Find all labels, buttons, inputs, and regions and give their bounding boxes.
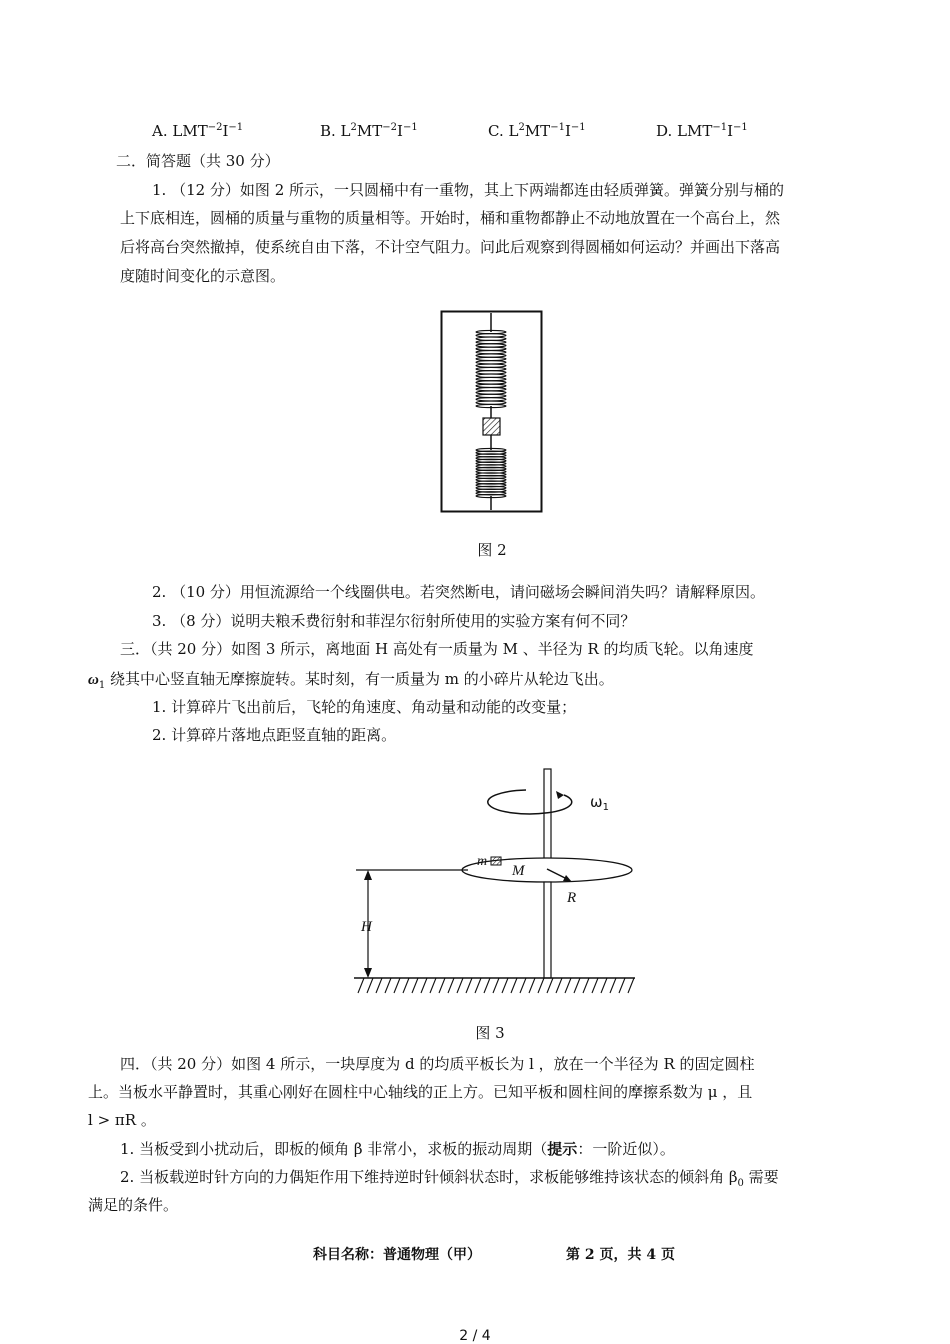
spring-coil: [476, 384, 506, 387]
ground-hatch-stroke: [385, 978, 391, 993]
ground-hatch-stroke: [574, 978, 580, 993]
ground-hatch-stroke: [367, 978, 373, 993]
ground-hatch-stroke: [484, 978, 490, 993]
ground-hatch-stroke: [412, 978, 418, 993]
spring-coil: [476, 351, 506, 354]
ground-hatch-stroke: [475, 978, 481, 993]
spring-coil: [476, 391, 506, 394]
figure-2-caption: 图 2: [477, 541, 507, 559]
q1-line-2: 上下底相连，圆桶的质量与重物的质量相等。开始时，桶和重物都静止不动地放置在一个高台上，然: [120, 209, 781, 227]
section3-line-2: $\omega_1$ 绕其中心竖直轴无摩擦旋转。某时刻，有一质量为 m 的小碎片从轮边飞出。: [88, 670, 614, 691]
spring-coil: [476, 347, 506, 350]
shaft-lower: [544, 882, 551, 978]
spring-coil: [476, 394, 506, 397]
q1-line-3: 后将高台突然撤掉，使系统自由下落，不计空气阻力。问此后观察到得圆桶如何运动？并画出下落高: [120, 238, 781, 256]
spring-coil: [476, 340, 506, 343]
answer-choices: [152, 122, 852, 142]
ground-hatch-stroke: [394, 978, 400, 993]
spring-coil: [476, 371, 506, 374]
spring-coil: [476, 401, 506, 404]
ground-hatch-stroke: [583, 978, 589, 993]
figure-2-spring-bucket: [440, 310, 545, 514]
section4-sub-2-line-2: 满足的条件。: [88, 1196, 179, 1214]
ground-hatch-stroke: [538, 978, 544, 993]
spring-coil: [476, 377, 506, 380]
omega-label: $\omega_1$: [590, 793, 609, 813]
ground-hatch-stroke: [628, 978, 634, 993]
ground-hatch-stroke: [421, 978, 427, 993]
choice-c: C. $L^2MT^{-1}I^{-1}$: [488, 122, 586, 140]
ground-hatch: [358, 978, 634, 993]
spring-coil: [476, 381, 506, 384]
spring-coil: [476, 361, 506, 364]
section2-heading: 二．简答题（共 30 分）: [116, 152, 280, 170]
section4-sub-2: 2. 当板载逆时针方向的力偶矩作用下维持逆时针倾斜状态时，求板能够维持该状态的倾斜角 $\beta_0$ 需要: [120, 1168, 779, 1189]
figure-3-caption: 图 3: [475, 1024, 505, 1042]
flywheel-disk: [462, 858, 632, 882]
ground-hatch-stroke: [547, 978, 553, 993]
ground-hatch-stroke: [376, 978, 382, 993]
ground-hatch-stroke: [493, 978, 499, 993]
section4-sub-1: 1. 当板受到小扰动后，即板的倾角 β 非常小，求板的振动周期（提示：一阶近似）。: [120, 1140, 675, 1158]
spring-coil: [476, 374, 506, 377]
footer-subject: 科目名称：普通物理（甲）: [313, 1247, 481, 1263]
ground-hatch-stroke: [403, 978, 409, 993]
section4-line-2: 上。当板水平静置时，其重心刚好在圆柱中心轴线的正上方。已知平板和圆柱间的摩擦系数为 μ ，且: [88, 1083, 753, 1101]
fragment: [491, 857, 501, 865]
spring-coil: [476, 367, 506, 370]
page-indicator: 2 / 4: [459, 1328, 491, 1344]
section3-sub-1: 1. 计算碎片飞出前后，飞轮的角速度、角动量和动能的改变量；: [152, 698, 577, 716]
spring-coil: [476, 357, 506, 360]
ground-hatch-stroke: [565, 978, 571, 993]
spring-coil: [476, 354, 506, 357]
heavy-object: [483, 418, 500, 435]
section4-line-1: 四．（共 20 分）如图 4 所示，一块厚度为 d 的均质平板长为 l ，放在一个半径为 R 的固定圆柱: [120, 1055, 755, 1073]
ground-hatch-stroke: [529, 978, 535, 993]
m-label: m: [477, 854, 488, 869]
section4-line-3: l > πR 。: [88, 1111, 156, 1129]
figure-3-flywheel: [350, 765, 640, 1000]
q3-text: 3. （8 分）说明夫粮禾费衍射和菲涅尔衍射所使用的实验方案有何不同？: [152, 612, 636, 630]
q1-line-4: 度随时间变化的示意图。: [120, 267, 286, 285]
ground-hatch-stroke: [520, 978, 526, 993]
R-label: R: [567, 890, 577, 906]
ground-hatch-stroke: [610, 978, 616, 993]
q1-line-1: 1. （12 分）如图 2 所示，一只圆桶中有一重物，其上下两端都连由轻质弹簧。弹簧分别与桶的: [152, 181, 785, 199]
spring-coil: [476, 337, 506, 340]
ground-hatch-stroke: [502, 978, 508, 993]
ground-hatch-stroke: [619, 978, 625, 993]
spring-coil: [476, 364, 506, 367]
spring-coil: [476, 398, 506, 401]
shaft-upper: [544, 769, 551, 865]
spring-coil: [476, 344, 506, 347]
H-label: H: [361, 919, 372, 935]
ground-hatch-stroke: [556, 978, 562, 993]
lower-spring: [476, 448, 506, 497]
ground-hatch-stroke: [592, 978, 598, 993]
footer-page: 第 2 页，共 4 页: [566, 1247, 675, 1263]
choice-a: A. $LMT^{-2}I^{-1}$: [152, 122, 244, 140]
ground-hatch-stroke: [457, 978, 463, 993]
ground-hatch-stroke: [439, 978, 445, 993]
q2-text: 2. （10 分）用恒流源给一个线圈供电。若突然断电，请问磁场会瞬间消失吗？请解释原因。: [152, 583, 765, 601]
ground-hatch-stroke: [430, 978, 436, 993]
ground-hatch-stroke: [601, 978, 607, 993]
section3-line-1: 三．（共 20 分）如图 3 所示，离地面 H 高处有一质量为 M 、半径为 R 的均质飞轮。以角速度: [120, 640, 754, 658]
ground-hatch-stroke: [511, 978, 517, 993]
upper-spring: [476, 330, 506, 407]
spring-coil: [476, 388, 506, 391]
section3-sub-2: 2. 计算碎片落地点距竖直轴的距离。: [152, 726, 397, 744]
ground-hatch-stroke: [466, 978, 472, 993]
M-label: M: [512, 863, 525, 879]
choice-d: D. $LMT^{-1}I^{-1}$: [656, 122, 748, 140]
ground-hatch-stroke: [358, 978, 364, 993]
choice-b: B. $L^2MT^{-2}I^{-1}$: [320, 122, 418, 140]
spring-coil: [476, 334, 506, 337]
ground-hatch-stroke: [448, 978, 454, 993]
